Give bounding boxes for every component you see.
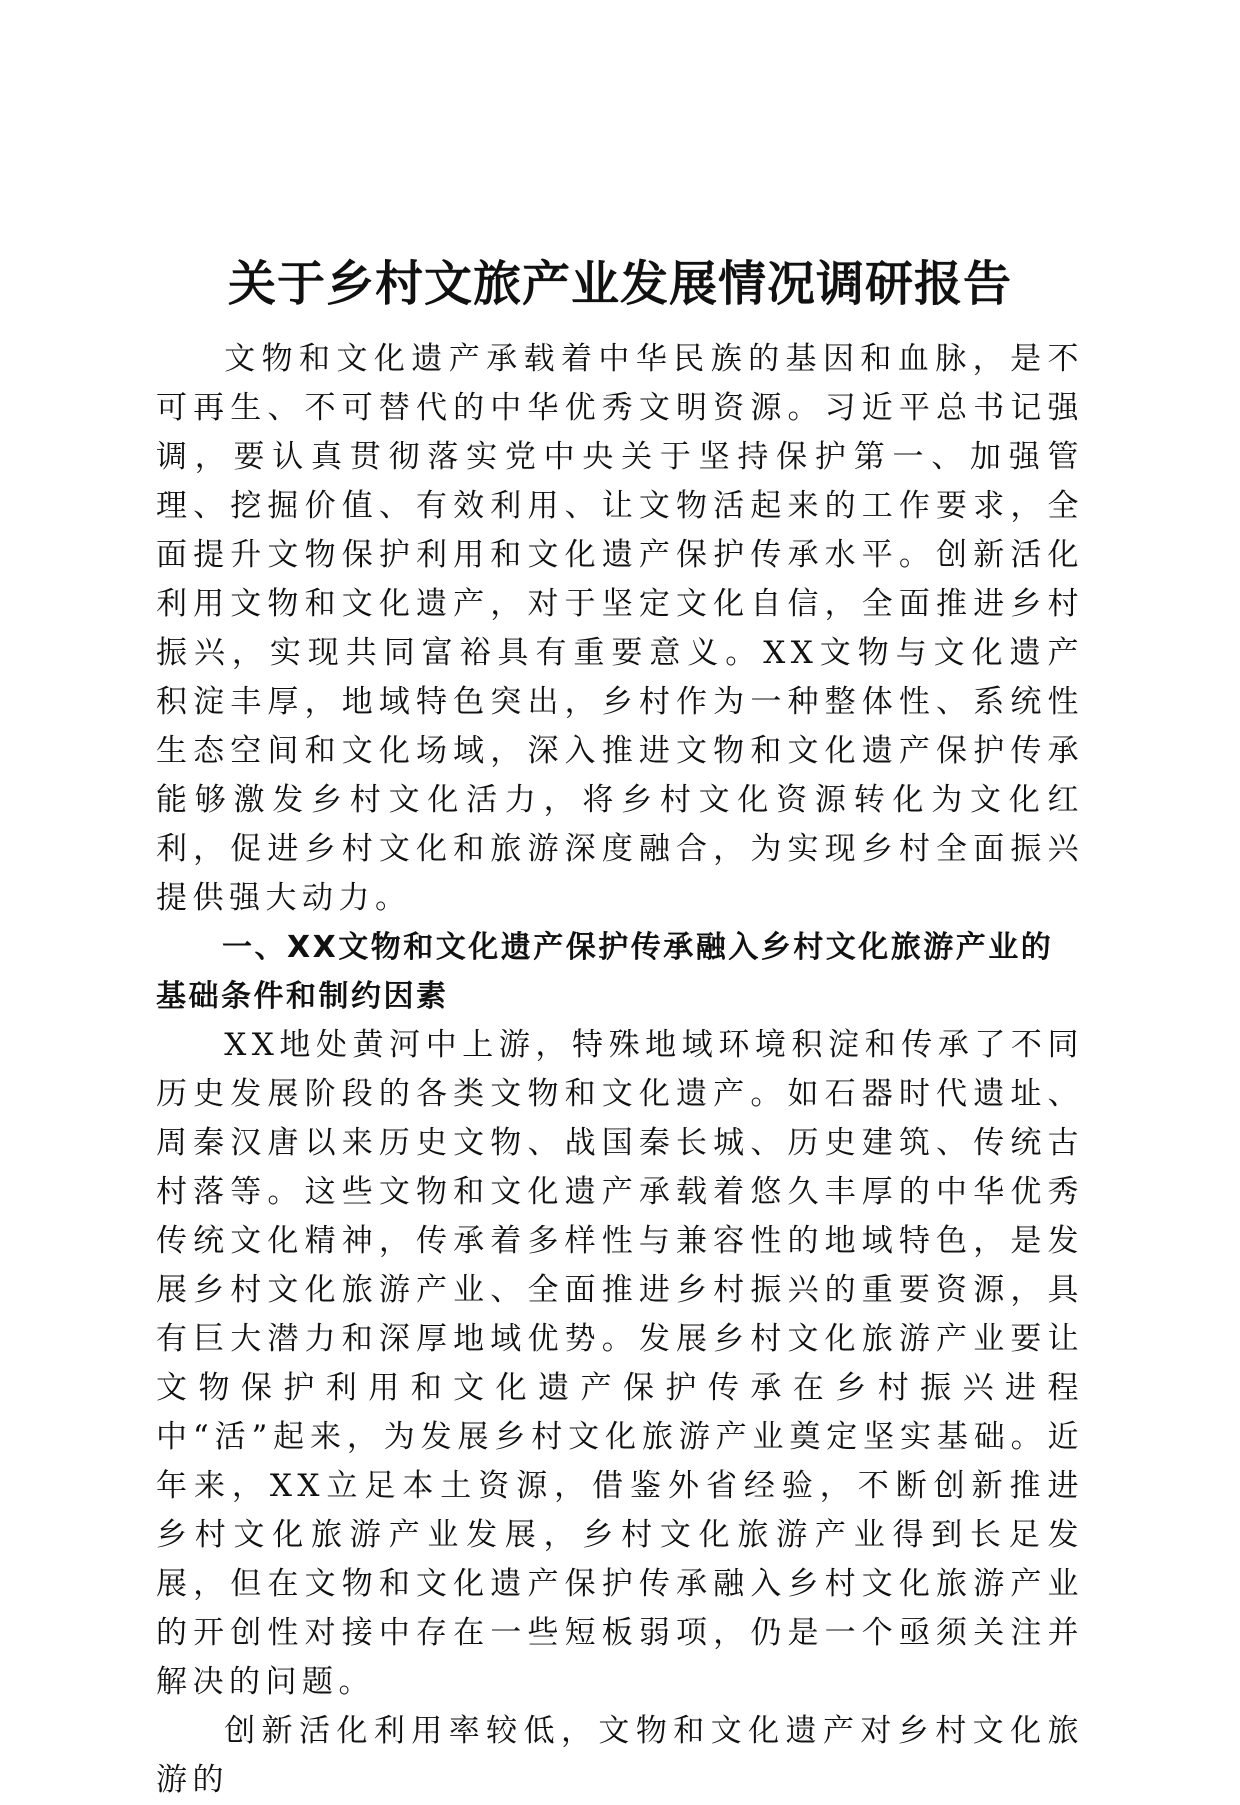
section-paragraph: XX地处黄河中上游，特殊地域环境积淀和传承了不同历史发展阶段的各类文物和文化遗产。如石器时代遗址、周秦汉唐以来历史文物、战国秦长城、历史建筑、传统古村落等。这些文物和文化遗产承载着悠久丰厚的中华优秀传统文化精神，传承着多样性与兼容性的地域特色，是发展乡村文化旅游产业、全面推进乡村振兴的重要资源，具有巨大潜力和深厚地域优势。发展乡村文化旅游产业要让文物保护利用和文化遗产保护传承在乡村振兴进程中“活”起来，为发展乡村文化旅游产业奠定坚实基础。近年来，XX立足本土资源，借鉴外省经验，不断创新推进乡村文化旅游产业发展，乡村文化旅游产业得到长足发展，但在文物和文化遗产保护传承融入乡村文化旅游产业的开创性对接中存在一些短板弱项，仍是一个亟须关注并解决的问题。 bbox=[156, 1027, 1084, 1700]
document-body bbox=[156, 335, 1084, 1805]
document-title: 关于乡村文旅产业发展情况调研报告 bbox=[227, 256, 1012, 312]
continuation-paragraph: 创新活化利用率较低，文物和文化遗产对乡村文化旅游的 bbox=[156, 1713, 1084, 1798]
section-heading: 一、XX文物和文化遗产保护传承融入乡村文化旅游产业的基础条件和制约因素 bbox=[156, 930, 1054, 1014]
intro-paragraph: 文物和文化遗产承载着中华民族的基因和血脉，是不可再生、不可替代的中华优秀文明资源。习近平总书记强调，要认真贯彻落实党中央关于坚持保护第一、加强管理、挖掘价值、有效利用、让文物活起来的工作要求，全面提升文物保护利用和文化遗产保护传承水平。创新活化利用文物和文化遗产，对于坚定文化自信，全面推进乡村振兴，实现共同富裕具有重要意义。XX文物与文化遗产积淀丰厚，地域特色突出，乡村作为一种整体性、系统性生态空间和文化场域，深入推进文物和文化遗产保护传承能够激发乡村文化活力，将乡村文化资源转化为文化红利，促进乡村文化和旅游深度融合，为实现乡村全面振兴提供强大动力。 bbox=[156, 341, 1084, 916]
